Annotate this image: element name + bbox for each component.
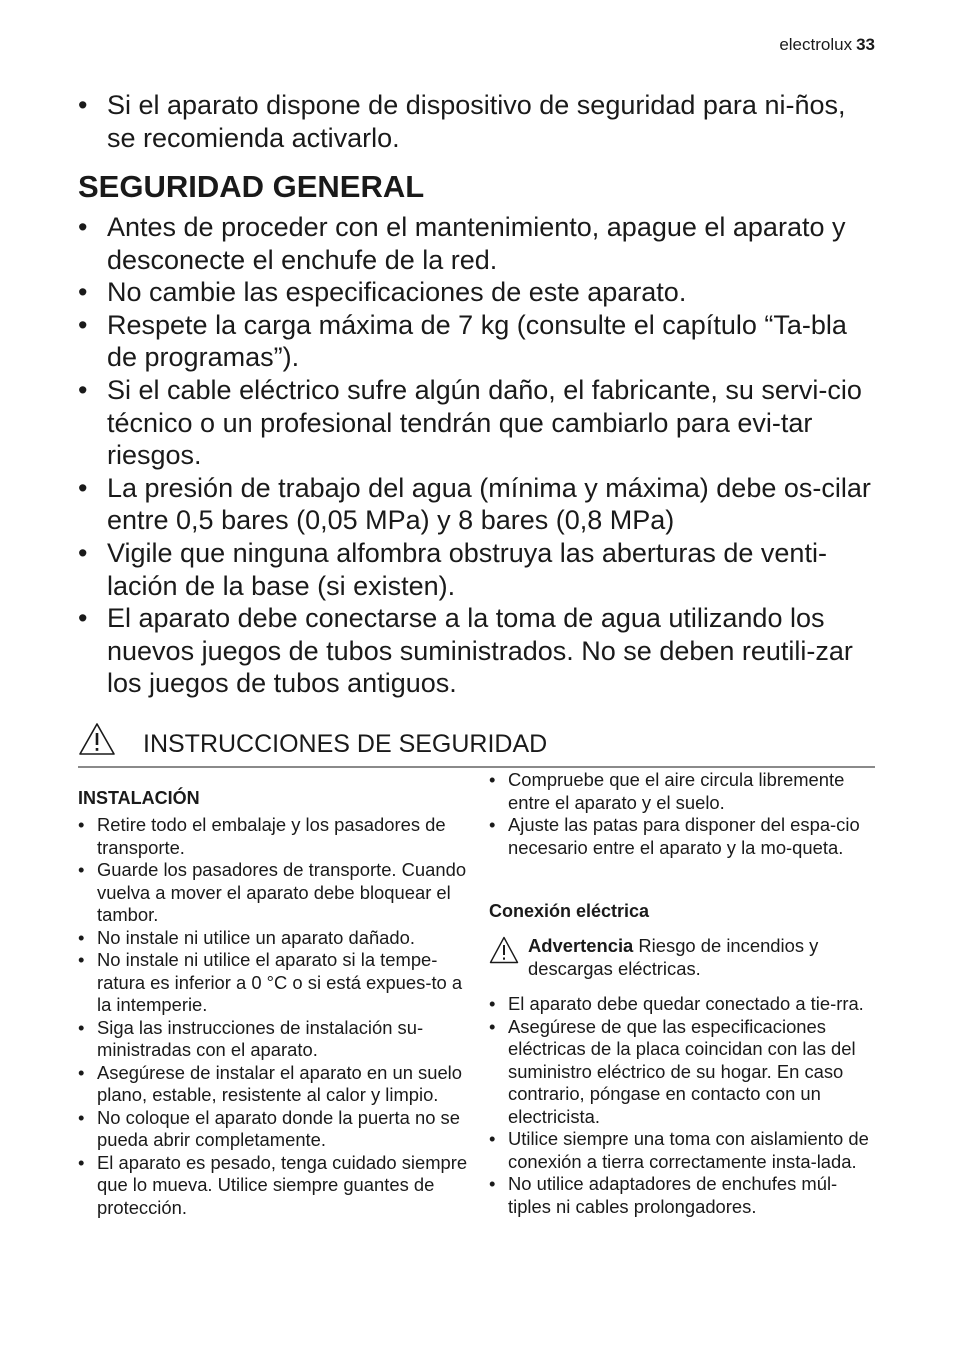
list-item: • Utilice siempre una toma con aislamiento de conexión a tierra correctamente insta-lada. xyxy=(489,1128,879,1173)
page-header xyxy=(779,35,875,55)
warning-triangle-icon xyxy=(78,722,116,761)
list-item: • Si el aparato dispone de dispositivo de seguridad para ni-ños, se recomienda activarlo. xyxy=(78,89,878,154)
installation-title: INSTALACIÓN xyxy=(78,788,200,808)
electrical-list xyxy=(489,993,879,1218)
right-column-list xyxy=(489,769,879,859)
list-item: • Asegúrese de que las especificaciones eléctricas de la placa coincidan con las del suministro eléctrico de su hogar. En caso contrario, póngase en contacto con un electricista. xyxy=(489,1016,879,1129)
list-item: • Siga las instrucciones de instalación su-ministradas con el aparato. xyxy=(78,1017,468,1062)
section-title: SEGURIDAD GENERAL xyxy=(78,169,425,204)
list-item: • Ajuste las patas para disponer del espa-cio necesario entre el aparato y la mo-queta. xyxy=(489,814,879,859)
list-item: • No instale ni utilice el aparato si la tempe-ratura es inferior a 0 °C o si está expues-to a la intemperie. xyxy=(78,949,468,1017)
intro-list xyxy=(78,89,878,154)
list-item: • Asegúrese de instalar el aparato en un suelo plano, estable, resistente al calor y limpio. xyxy=(78,1062,468,1107)
warning-label: Advertencia xyxy=(528,935,634,956)
general-safety-list xyxy=(78,211,878,700)
list-item: • Antes de proceder con el mantenimiento, apague el aparato y desconecte el enchufe de la red. xyxy=(78,211,878,276)
list-item: • Retire todo el embalaje y los pasadores de transporte. xyxy=(78,814,468,859)
list-item: • Guarde los pasadores de transporte. Cuando vuelva a mover el aparato debe bloquear el tambor. xyxy=(78,859,468,927)
list-item: • Respete la carga máxima de 7 kg (consulte el capítulo “Ta-bla de programas”). xyxy=(78,309,878,374)
list-item: • El aparato debe conectarse a la toma de agua utilizando los nuevos juegos de tubos suministrados. No se deben reutili-zar los juegos de tubos antiguos. xyxy=(78,602,878,700)
list-item: • Si el cable eléctrico sufre algún daño, el fabricante, su servi-cio técnico o un profesional tendrán que cambiarlo para evi-tar riesgos. xyxy=(78,374,878,472)
brand-name: electrolux xyxy=(779,35,853,54)
page-number: 33 xyxy=(856,35,875,54)
list-item: • No instale ni utilice un aparato dañado. xyxy=(78,927,468,950)
list-item: • No coloque el aparato donde la puerta no se pueda abrir completamente. xyxy=(78,1107,468,1152)
electrical-title: Conexión eléctrica xyxy=(489,901,650,921)
list-item: • El aparato es pesado, tenga cuidado siempre que lo mueva. Utilice siempre guantes de protección. xyxy=(78,1152,468,1220)
list-item: • No cambie las especificaciones de este aparato. xyxy=(78,276,878,309)
list-item: • La presión de trabajo del agua (mínima y máxima) debe os-cilar entre 0,5 bares (0,05 MPa) y 8 bares (0,8 MPa) xyxy=(78,472,878,537)
electrical-warning xyxy=(489,935,879,980)
warning-triangle-icon xyxy=(489,936,519,969)
list-item: • Compruebe que el aire circula libremente entre el aparato y el suelo. xyxy=(489,769,879,814)
safety-instructions-title: INSTRUCCIONES DE SEGURIDAD xyxy=(143,730,548,758)
warning-text xyxy=(528,935,879,980)
list-item: • Vigile que ninguna alfombra obstruya las aberturas de venti-lación de la base (si existen). xyxy=(78,537,878,602)
list-item: • No utilice adaptadores de enchufes múl-tiples ni cables prolongadores. xyxy=(489,1173,879,1218)
warning-message: Riesgo de incendios y descargas eléctricas. xyxy=(528,935,819,979)
list-item: • El aparato debe quedar conectado a tie-rra. xyxy=(489,993,879,1016)
installation-column xyxy=(78,788,468,1219)
safety-instructions-header xyxy=(78,720,875,768)
